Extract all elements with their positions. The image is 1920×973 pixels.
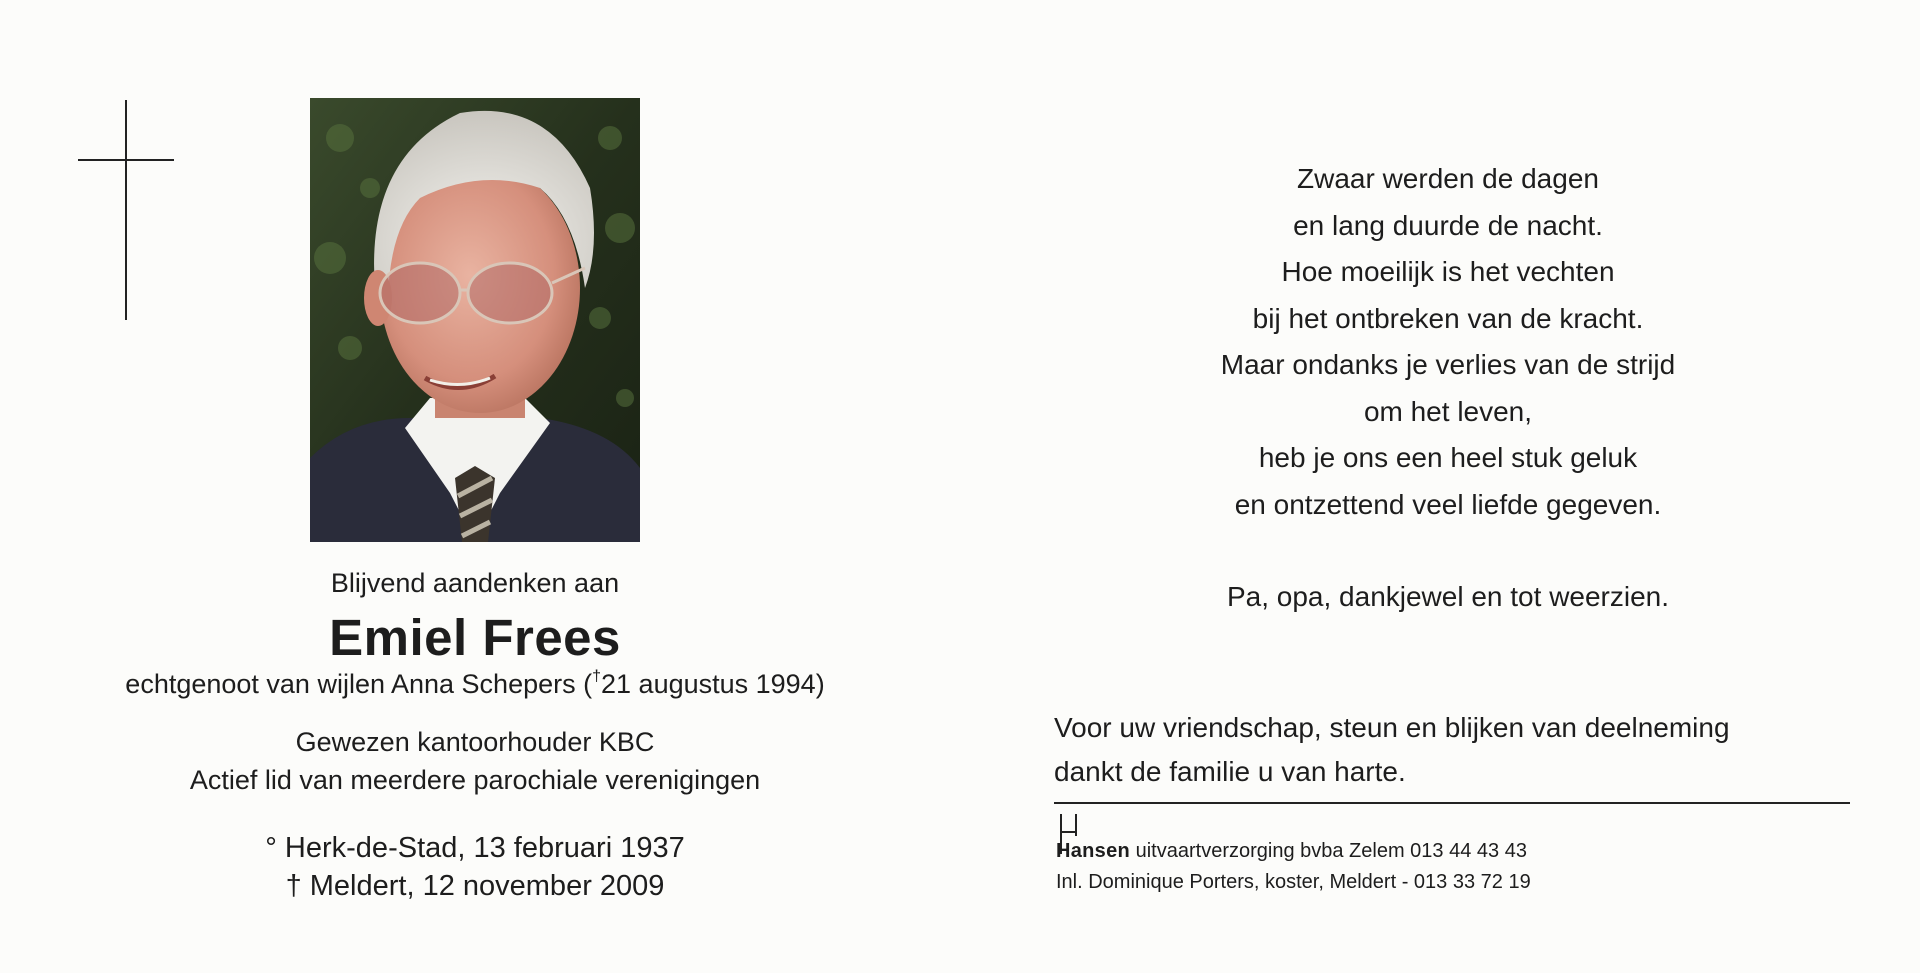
funeral-home-details: uitvaartverzorging bvba Zelem 013 44 43 43 bbox=[1130, 840, 1527, 862]
poem bbox=[1168, 156, 1728, 621]
spouse-suffix: 21 augustus 1994) bbox=[601, 669, 825, 699]
brand-name: Hansen bbox=[1056, 840, 1131, 862]
deceased-name: Emiel Frees bbox=[329, 609, 621, 666]
contact-line: Inl. Dominique Porters, koster, Meldert - 013 33 72 19 bbox=[1056, 871, 1531, 893]
spouse-line bbox=[0, 668, 950, 700]
poem-line: Hoe moeilijk is het vechten bbox=[1281, 256, 1615, 287]
spouse-prefix: echtgenoot van wijlen Anna Schepers ( bbox=[125, 669, 593, 699]
poem-line: Zwaar werden de dagen bbox=[1297, 163, 1599, 194]
portrait-photo bbox=[310, 98, 640, 542]
poem-line: Maar ondanks je verlies van de strijd bbox=[1220, 349, 1676, 380]
membership-text: Actief lid van meerdere parochiale verenigingen bbox=[189, 765, 761, 795]
thanks-line: dankt de familie u van harte. bbox=[1054, 756, 1406, 787]
occupation-text: Gewezen kantoorhouder KBC bbox=[295, 727, 655, 757]
poem-line: om het leven, bbox=[1363, 395, 1533, 427]
dagger-mark: † bbox=[592, 668, 602, 685]
thanks-text bbox=[1054, 706, 1834, 794]
poem-line: bij het ontbreken van de kracht. bbox=[1252, 302, 1644, 334]
poem-line: heb je ons een heel stuk geluk bbox=[1258, 442, 1638, 473]
death-line: † Meldert, 12 november 2009 bbox=[285, 870, 665, 902]
poem-closing: Pa, opa, dankjewel en tot weerzien. bbox=[1226, 581, 1670, 612]
thanks-line: Voor uw vriendschap, steun en blijken van deelneming bbox=[1054, 712, 1730, 743]
divider bbox=[1054, 802, 1850, 804]
birth-line: ° Herk-de-Stad, 13 februari 1937 bbox=[265, 832, 685, 864]
intro-text: Blijvend aandenken aan bbox=[330, 568, 620, 598]
funeral-home-line bbox=[1056, 840, 1527, 863]
poem-line: en ontzettend veel liefde gegeven. bbox=[1234, 488, 1662, 520]
poem-line: en lang duurde de nacht. bbox=[1293, 209, 1603, 241]
